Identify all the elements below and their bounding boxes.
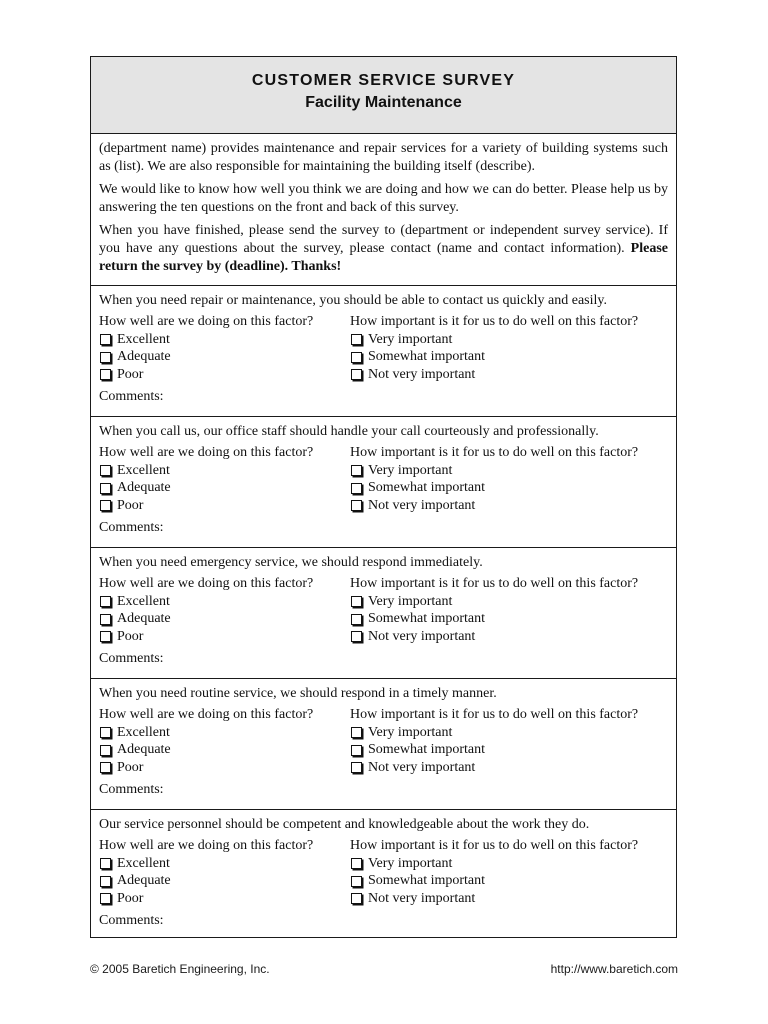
option-label: Poor bbox=[117, 497, 144, 513]
checkbox-icon[interactable] bbox=[351, 745, 362, 756]
option-label: Somewhat important bbox=[368, 742, 486, 758]
intro-paragraph-3-text: When you have finished, please send the survey to (department or independent survey service). If you have any questions about the survey, please contact (name and contact information). bbox=[99, 223, 668, 256]
copyright-text: © 2005 Baretich Engineering, Inc. bbox=[90, 962, 270, 976]
option-label: Adequate bbox=[117, 873, 171, 889]
checkbox-icon[interactable] bbox=[351, 631, 362, 642]
performance-column bbox=[99, 837, 350, 908]
performance-option[interactable] bbox=[99, 890, 350, 908]
importance-option[interactable] bbox=[350, 349, 668, 367]
checkbox-icon[interactable] bbox=[100, 858, 111, 869]
option-label: Poor bbox=[117, 890, 144, 906]
performance-option[interactable] bbox=[99, 855, 350, 873]
checkbox-icon[interactable] bbox=[100, 369, 111, 380]
importance-column bbox=[350, 706, 668, 777]
option-label: Very important bbox=[368, 724, 453, 740]
option-label: Excellent bbox=[117, 855, 170, 871]
questions-list bbox=[91, 286, 676, 940]
importance-column bbox=[350, 313, 668, 384]
option-label: Somewhat important bbox=[368, 873, 486, 889]
checkbox-icon[interactable] bbox=[100, 465, 111, 476]
importance-option[interactable] bbox=[350, 759, 668, 777]
importance-question: How important is it for us to do well on this factor? bbox=[350, 576, 639, 591]
comments-label: Comments: bbox=[99, 650, 164, 666]
importance-option[interactable] bbox=[350, 497, 668, 515]
performance-option[interactable] bbox=[99, 480, 350, 498]
checkbox-icon[interactable] bbox=[351, 596, 362, 607]
importance-option[interactable] bbox=[350, 855, 668, 873]
option-label: Somewhat important bbox=[368, 349, 486, 365]
option-label: Somewhat important bbox=[368, 611, 486, 627]
intro-paragraph-1: (department name) provides maintenance and repair services for a variety of building systems such as (list). We are also responsible for maintaining the building itself (describe). bbox=[99, 141, 668, 174]
checkbox-icon[interactable] bbox=[351, 614, 362, 625]
checkbox-icon[interactable] bbox=[100, 500, 111, 511]
intro-section bbox=[91, 134, 676, 286]
question-text: When you need emergency service, we should respond immediately. bbox=[99, 555, 483, 570]
option-label: Not very important bbox=[368, 366, 476, 382]
intro-paragraph-3 bbox=[99, 222, 668, 276]
importance-column bbox=[350, 444, 668, 515]
checkbox-icon[interactable] bbox=[100, 745, 111, 756]
survey-header bbox=[91, 57, 676, 134]
importance-option[interactable] bbox=[350, 628, 668, 646]
option-label: Adequate bbox=[117, 480, 171, 496]
checkbox-icon[interactable] bbox=[100, 614, 111, 625]
option-label: Excellent bbox=[117, 462, 170, 478]
importance-option[interactable] bbox=[350, 724, 668, 742]
option-label: Adequate bbox=[117, 611, 171, 627]
website-link[interactable]: http://www.baretich.com bbox=[550, 962, 678, 976]
performance-option[interactable] bbox=[99, 331, 350, 349]
performance-option[interactable] bbox=[99, 873, 350, 891]
comments-label: Comments: bbox=[99, 519, 164, 535]
performance-question: How well are we doing on this factor? bbox=[99, 576, 314, 591]
checkbox-icon[interactable] bbox=[100, 352, 111, 363]
checkbox-icon[interactable] bbox=[351, 893, 362, 904]
question-block bbox=[91, 417, 676, 548]
return-deadline-note: Please return the survey by (deadline). Thanks! bbox=[99, 241, 668, 274]
performance-column bbox=[99, 575, 350, 646]
checkbox-icon[interactable] bbox=[100, 876, 111, 887]
question-text: When you need repair or maintenance, you should be able to contact us quickly and easily. bbox=[99, 293, 607, 308]
performance-option[interactable] bbox=[99, 366, 350, 384]
checkbox-icon[interactable] bbox=[100, 483, 111, 494]
importance-option[interactable] bbox=[350, 873, 668, 891]
checkbox-icon[interactable] bbox=[100, 727, 111, 738]
importance-question: How important is it for us to do well on this factor? bbox=[350, 445, 639, 460]
importance-column bbox=[350, 837, 668, 908]
performance-option[interactable] bbox=[99, 611, 350, 629]
question-block bbox=[91, 548, 676, 679]
checkbox-icon[interactable] bbox=[351, 876, 362, 887]
survey-title: CUSTOMER SERVICE SURVEY bbox=[251, 72, 516, 89]
option-label: Excellent bbox=[117, 724, 170, 740]
checkbox-icon[interactable] bbox=[100, 334, 111, 345]
comments-label: Comments: bbox=[99, 781, 164, 797]
question-block bbox=[91, 286, 676, 417]
option-label: Adequate bbox=[117, 742, 171, 758]
performance-question: How well are we doing on this factor? bbox=[99, 707, 314, 722]
performance-column bbox=[99, 313, 350, 384]
performance-option[interactable] bbox=[99, 759, 350, 777]
importance-option[interactable] bbox=[350, 890, 668, 908]
intro-paragraph-2: We would like to know how well you think we are doing and how we can do better. Please help us by answering the ten questions on the front and back of this survey. bbox=[99, 182, 668, 215]
option-label: Poor bbox=[117, 366, 144, 382]
performance-option[interactable] bbox=[99, 349, 350, 367]
checkbox-icon[interactable] bbox=[100, 762, 111, 773]
option-label: Not very important bbox=[368, 890, 476, 906]
importance-question: How important is it for us to do well on this factor? bbox=[350, 314, 639, 329]
checkbox-icon[interactable] bbox=[100, 893, 111, 904]
question-block bbox=[91, 679, 676, 810]
option-label: Excellent bbox=[117, 331, 170, 347]
option-label: Somewhat important bbox=[368, 480, 486, 496]
question-text: Our service personnel should be competent and knowledgeable about the work they do. bbox=[99, 817, 590, 832]
performance-option[interactable] bbox=[99, 628, 350, 646]
checkbox-icon[interactable] bbox=[100, 631, 111, 642]
performance-question: How well are we doing on this factor? bbox=[99, 445, 314, 460]
performance-column bbox=[99, 706, 350, 777]
checkbox-icon[interactable] bbox=[351, 762, 362, 773]
option-label: Excellent bbox=[117, 593, 170, 609]
importance-option[interactable] bbox=[350, 611, 668, 629]
performance-column bbox=[99, 444, 350, 515]
performance-option[interactable] bbox=[99, 742, 350, 760]
question-text: When you call us, our office staff should handle your call courteously and professionally. bbox=[99, 424, 599, 439]
importance-option[interactable] bbox=[350, 366, 668, 384]
checkbox-icon[interactable] bbox=[100, 596, 111, 607]
checkbox-icon[interactable] bbox=[351, 500, 362, 511]
question-text: When you need routine service, we should respond in a timely manner. bbox=[99, 686, 497, 701]
option-label: Very important bbox=[368, 593, 453, 609]
importance-question: How important is it for us to do well on this factor? bbox=[350, 707, 639, 722]
performance-question: How well are we doing on this factor? bbox=[99, 838, 314, 853]
importance-option[interactable] bbox=[350, 742, 668, 760]
importance-question: How important is it for us to do well on this factor? bbox=[350, 838, 639, 853]
question-block bbox=[91, 810, 676, 940]
checkbox-icon[interactable] bbox=[351, 334, 362, 345]
checkbox-icon[interactable] bbox=[351, 727, 362, 738]
page-footer bbox=[90, 962, 678, 978]
checkbox-icon[interactable] bbox=[351, 483, 362, 494]
checkbox-icon[interactable] bbox=[351, 858, 362, 869]
performance-option[interactable] bbox=[99, 593, 350, 611]
survey-form bbox=[90, 56, 677, 938]
checkbox-icon[interactable] bbox=[351, 352, 362, 363]
performance-option[interactable] bbox=[99, 724, 350, 742]
option-label: Very important bbox=[368, 331, 453, 347]
comments-label: Comments: bbox=[99, 912, 164, 928]
option-label: Adequate bbox=[117, 349, 171, 365]
option-label: Poor bbox=[117, 759, 144, 775]
comments-label: Comments: bbox=[99, 388, 164, 404]
performance-question: How well are we doing on this factor? bbox=[99, 314, 314, 329]
importance-option[interactable] bbox=[350, 331, 668, 349]
option-label: Very important bbox=[368, 462, 453, 478]
option-label: Not very important bbox=[368, 628, 476, 644]
survey-subtitle: Facility Maintenance bbox=[305, 94, 462, 111]
option-label: Poor bbox=[117, 628, 144, 644]
importance-option[interactable] bbox=[350, 462, 668, 480]
option-label: Not very important bbox=[368, 497, 476, 513]
option-label: Not very important bbox=[368, 759, 476, 775]
checkbox-icon[interactable] bbox=[351, 369, 362, 380]
importance-column bbox=[350, 575, 668, 646]
performance-option[interactable] bbox=[99, 497, 350, 515]
performance-option[interactable] bbox=[99, 462, 350, 480]
checkbox-icon[interactable] bbox=[351, 465, 362, 476]
importance-option[interactable] bbox=[350, 480, 668, 498]
option-label: Very important bbox=[368, 855, 453, 871]
importance-option[interactable] bbox=[350, 593, 668, 611]
